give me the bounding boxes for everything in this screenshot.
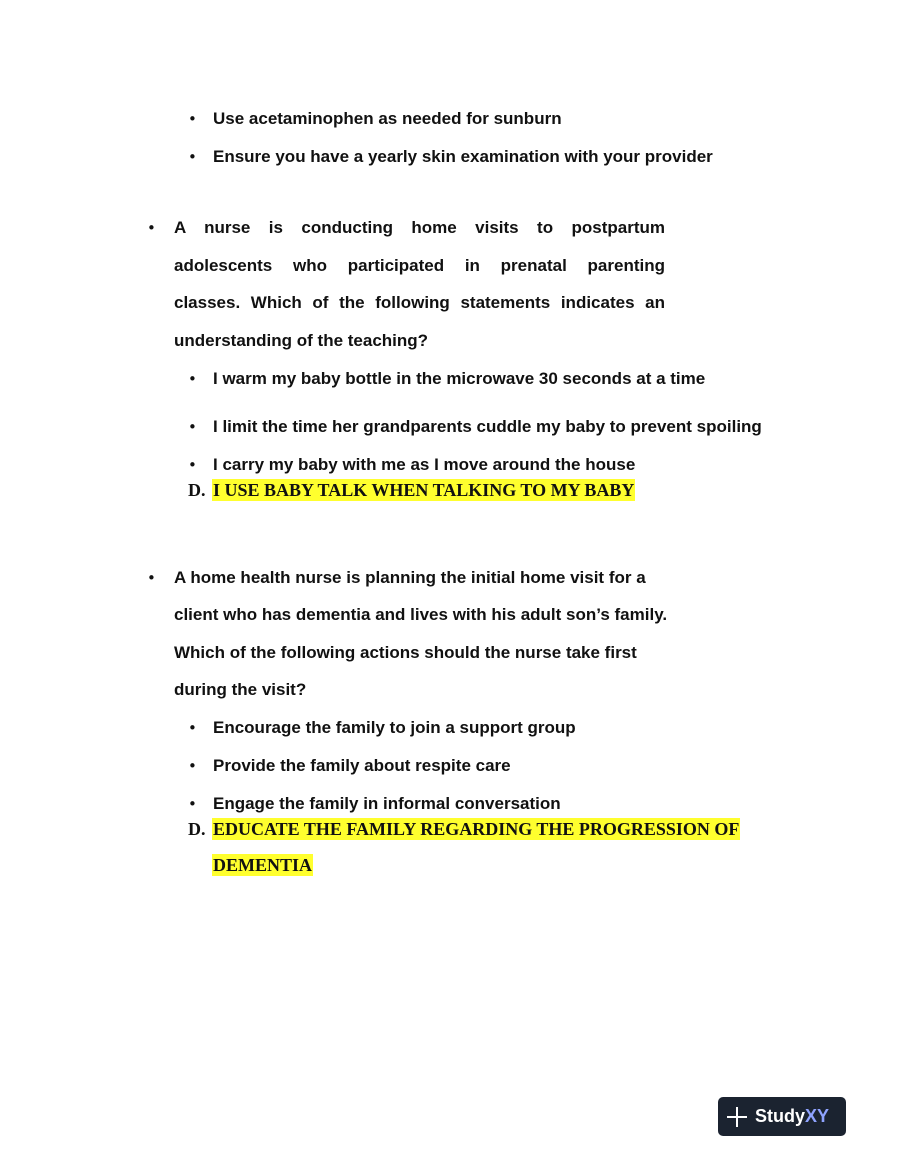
studyxy-badge[interactable]: [718, 1097, 846, 1136]
tip-item: Use acetaminophen as needed for sunburn: [213, 109, 562, 128]
bullet-icon: •: [188, 795, 197, 813]
highlighted-answer: EDUCATE THE FAMILY REGARDING THE PROGRESSION OF: [213, 819, 740, 839]
brand-name: [755, 1106, 829, 1127]
brand-suffix: XY: [805, 1106, 830, 1126]
question-line: client who has dementia and lives with his adult son’s family.: [174, 605, 668, 624]
tip-item: Ensure you have a yearly skin examination with your provider: [213, 147, 713, 166]
bullet-icon: •: [188, 370, 197, 388]
bullet-icon: •: [188, 110, 197, 128]
bullet-icon: •: [188, 757, 197, 775]
answer-letter: D.: [188, 480, 206, 500]
brand-prefix: Study: [755, 1106, 806, 1126]
option-item: I limit the time her grandparents cuddle my baby to prevent spoiling: [213, 417, 762, 436]
question-line: understanding of the teaching?: [174, 331, 429, 350]
option-item: Engage the family in informal conversation: [213, 794, 561, 813]
question-line: during the visit?: [174, 680, 307, 699]
question-line: classes. Which of the following statements indicates an: [174, 293, 665, 312]
option-item: Provide the family about respite care: [213, 756, 511, 775]
answer-letter: D.: [188, 819, 206, 839]
question-line: adolescents who participated in prenatal parenting: [174, 256, 665, 275]
bullet-icon: •: [188, 719, 197, 737]
question-line: Which of the following actions should the nurse take first: [174, 643, 637, 662]
bullet-icon: •: [147, 569, 156, 587]
highlighted-answer-continued: DEMENTIA: [213, 855, 313, 875]
option-item: I carry my baby with me as I move around the house: [213, 455, 636, 474]
question-line: A home health nurse is planning the initial home visit for a: [174, 568, 646, 587]
plus-icon: [727, 1107, 747, 1127]
option-item: Encourage the family to join a support group: [213, 718, 576, 737]
highlighted-answer: I USE BABY TALK WHEN TALKING TO MY BABY: [213, 480, 635, 500]
bullet-icon: •: [188, 456, 197, 474]
question-line: A nurse is conducting home visits to postpartum: [174, 218, 665, 237]
bullet-icon: •: [188, 148, 197, 166]
option-item: I warm my baby bottle in the microwave 30 seconds at a time: [213, 369, 706, 388]
bullet-icon: •: [188, 418, 197, 436]
bullet-icon: •: [147, 219, 156, 237]
